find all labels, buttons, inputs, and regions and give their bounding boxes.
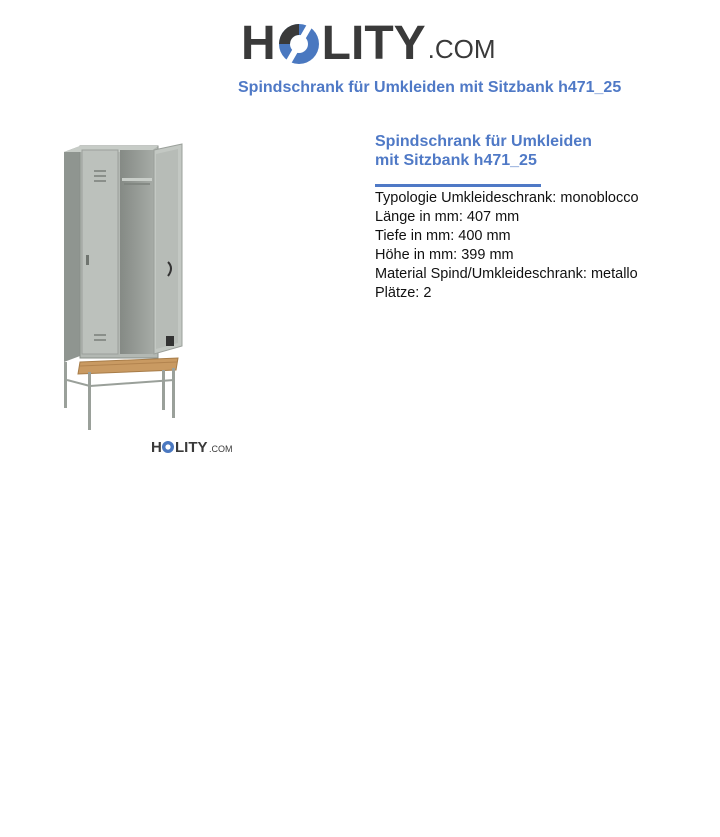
- svg-text:LITY: LITY: [175, 439, 208, 456]
- logo-suffix: .COM: [427, 34, 496, 64]
- logo-letters-lity: LITY: [321, 17, 426, 70]
- spec-item: Material Spind/Umkleideschrank: metallo: [375, 266, 638, 282]
- svg-text:.COM: .COM: [209, 444, 233, 454]
- title-divider: [375, 184, 541, 187]
- svg-text:H: H: [151, 439, 162, 456]
- logo-o-icon: [277, 22, 321, 66]
- spec-item: Länge in mm: 407 mm: [375, 209, 520, 225]
- spec-item: Plätze: 2: [375, 285, 432, 301]
- product-title-line-2: mit Sitzbank h471_25: [375, 152, 537, 169]
- spec-list: [375, 189, 705, 303]
- product-title: [375, 132, 705, 170]
- product-title-line-1: Spindschrank für Umkleiden: [375, 133, 592, 150]
- spec-item: Tiefe in mm: 400 mm: [375, 228, 511, 244]
- logo-letter-h: H: [241, 17, 276, 70]
- watermark-logo: [151, 439, 233, 456]
- spec-item: Höhe in mm: 399 mm: [375, 247, 514, 263]
- product-info: [375, 132, 705, 303]
- product-image: [50, 140, 250, 460]
- brand-logo[interactable]: [241, 10, 496, 68]
- page-title: Spindschrank für Umkleiden mit Sitzbank h471_25: [238, 79, 622, 96]
- spec-item: Typologie Umkleideschrank: monoblocco: [375, 190, 639, 206]
